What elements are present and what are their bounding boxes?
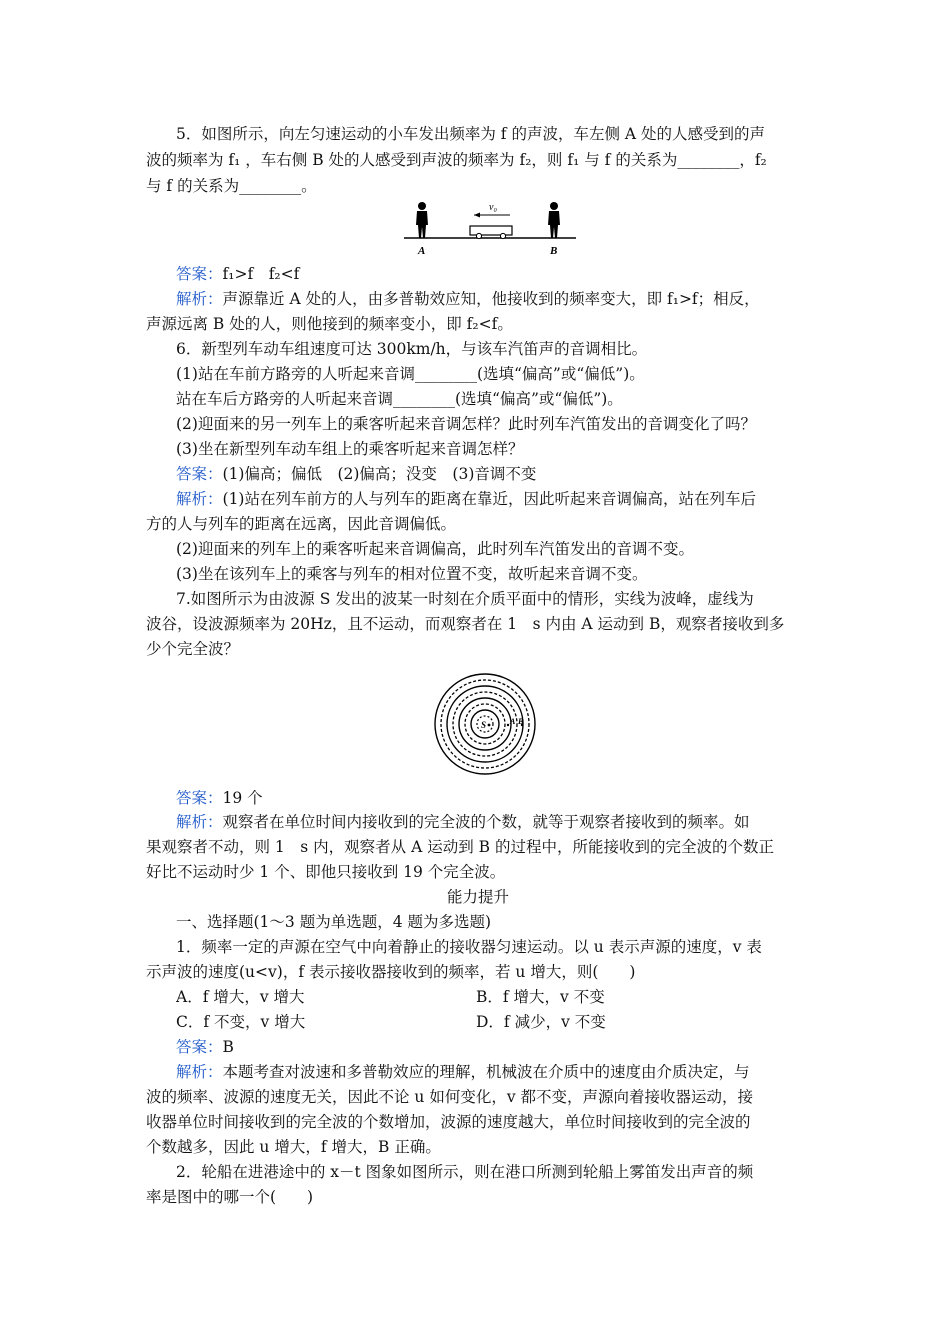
point-a-label: A (418, 245, 426, 257)
answer-label: 答案： (176, 465, 223, 483)
section-subtitle: 一、选择题(1～3 题为单选题，4 题为多选题) (176, 913, 492, 931)
q6-line-4: (2)迎面来的另一列车上的乘客听起来音调怎样？此时列车汽笛发出的音调变化了吗？ (176, 415, 756, 433)
q5-line-3: 与 f 的关系为________。 (146, 177, 317, 195)
person-a-figure (416, 202, 428, 238)
q7-line-2: 波谷，设波源频率为 20Hz，且不运动，而观察者在 1 s 内由 A 运动到 B，观察者接收到多 (146, 615, 785, 633)
q6-line-3: 站在车后方路旁的人听起来音调________(选填“偏高”或“偏低”)。 (176, 390, 623, 408)
q5-analysis-2: 声源远离 B 处的人，则他接到的频率变小，即 f₂<f。 (146, 315, 513, 333)
answer-label: 答案： (176, 789, 223, 807)
q7-analysis-1 (176, 812, 810, 832)
c1-option-d: D．f 减少，v 不变 (476, 1013, 606, 1031)
analysis-text: 本题考查对波速和多普勒效应的理解，机械波在介质中的速度由介质决定，与 (222, 1063, 750, 1081)
c1-option-a: A．f 增大，v 增大 (176, 988, 305, 1006)
q7-analysis-3: 好比不运动时少 1 个、即他只接收到 19 个完全波。 (146, 863, 506, 881)
analysis-text: (1)站在列车前方的人与列车的距离在靠近，因此听起来音调偏高，站在列车后 (222, 490, 756, 508)
answer-text: f₁>f f₂<f (222, 265, 300, 283)
source-s-label: S (481, 720, 487, 730)
car-doppler-figure (400, 198, 580, 262)
q6-answer (176, 464, 810, 484)
c1-line-1: 1．频率一定的声源在空气中向着静止的接收器匀速运动。以 u 表示声源的速度，v 表 (176, 938, 762, 956)
point-a (507, 724, 509, 726)
q6-analysis-2: 方的人与列车的距离在远离，因此音调偏低。 (146, 515, 457, 533)
c1-answer (176, 1037, 810, 1057)
c1-analysis-4: 个数越多，因此 u 增大，f 增大，B 正确。 (146, 1138, 441, 1156)
analysis-label: 解析： (176, 813, 223, 831)
q6-line-5: (3)坐在新型列车动车组上的乘客听起来音调怎样？ (176, 440, 524, 458)
q6-analysis-3: (2)迎面来的列车上的乘客听起来音调偏高，此时列车汽笛发出的音调不变。 (176, 540, 694, 558)
answer-text: (1)偏高；偏低 (2)偏高；没变 (3)音调不变 (222, 465, 537, 483)
q7-answer (176, 788, 810, 808)
point-b-label: B (550, 245, 558, 257)
q5-analysis-1 (176, 289, 810, 309)
q6-analysis-4: (3)坐在该列车上的乘客与列车的相对位置不变，故听起来音调不变。 (176, 565, 648, 583)
car-figure (470, 226, 512, 239)
source-point (488, 724, 491, 727)
point-a-label: A (510, 717, 516, 726)
q7-analysis-2: 果观察者不动，则 1 s 内，观察者从 A 运动到 B 的过程中，所能接收到的完全波的个数正 (146, 838, 774, 856)
analysis-label: 解析： (176, 1063, 223, 1081)
c2-line-2: 率是图中的哪一个( ) (146, 1188, 314, 1206)
c1-line-2: 示声波的速度(u<v)，f 表示接收器接收到的频率，若 u 增大，则( ) (146, 963, 636, 981)
velocity-arrowhead (474, 213, 480, 218)
q6-line-2: (1)站在车前方路旁的人听起来音调________(选填“偏高”或“偏低”)。 (176, 365, 645, 383)
q6-line-1: 6．新型列车动车组速度可达 300km/h，与该车汽笛声的音调相比。 (176, 340, 648, 358)
q6-analysis-1 (176, 489, 810, 509)
point-b-label: B (518, 717, 524, 726)
answer-text: B (222, 1038, 234, 1056)
c1-analysis-3: 收器单位时间接收到的完全波的个数增加，波源的速度越大，单位时间接收到的完全波的 (146, 1113, 751, 1131)
c2-line-1: 2．轮船在进港途中的 x－t 图象如图所示，则在港口所测到轮船上雾笛发出声音的频 (176, 1163, 754, 1181)
analysis-text: 观察者在单位时间内接收到的完全波的个数，就等于观察者接收到的频率。如 (222, 813, 750, 831)
q5-line-1: 5．如图所示，向左匀速运动的小车发出频率为 f 的声波，车左侧 A 处的人感受到的声 (176, 125, 766, 143)
c1-analysis-2: 波的频率、波源的速度无关，因此不论 u 如何变化，v 都不变，声源向着接收器运动，接 (146, 1088, 754, 1106)
c1-analysis-1 (176, 1062, 810, 1082)
c1-option-c: C．f 不变，v 增大 (176, 1013, 306, 1031)
q5-line-2: 波的频率为 f₁ ，车右侧 B 处的人感受到声波的频率为 f₂，则 f₁ 与 f 的关系为________，f₂ (146, 151, 767, 169)
answer-label: 答案： (176, 265, 223, 283)
q7-line-3: 少个完全波？ (146, 640, 240, 658)
analysis-label: 解析： (176, 290, 223, 308)
c1-option-b: B．f 增大，v 不变 (476, 988, 605, 1006)
answer-text: 19 个 (222, 789, 263, 807)
v0-label: v₀ (489, 202, 497, 213)
analysis-label: 解析： (176, 490, 223, 508)
section-title: 能力提升 (446, 888, 509, 906)
person-b-figure (548, 202, 560, 238)
q5-answer (176, 264, 810, 284)
q7-line-1: 7.如图所示为由波源 S 发出的波某一时刻在介质平面中的情形，实线为波峰，虚线为 (176, 590, 754, 608)
wave-circles-figure (433, 672, 537, 776)
answer-label: 答案： (176, 1038, 223, 1056)
analysis-text: 声源靠近 A 处的人，由多普勒效应知，他接收到的频率变大，即 f₁>f；相反， (222, 290, 760, 308)
